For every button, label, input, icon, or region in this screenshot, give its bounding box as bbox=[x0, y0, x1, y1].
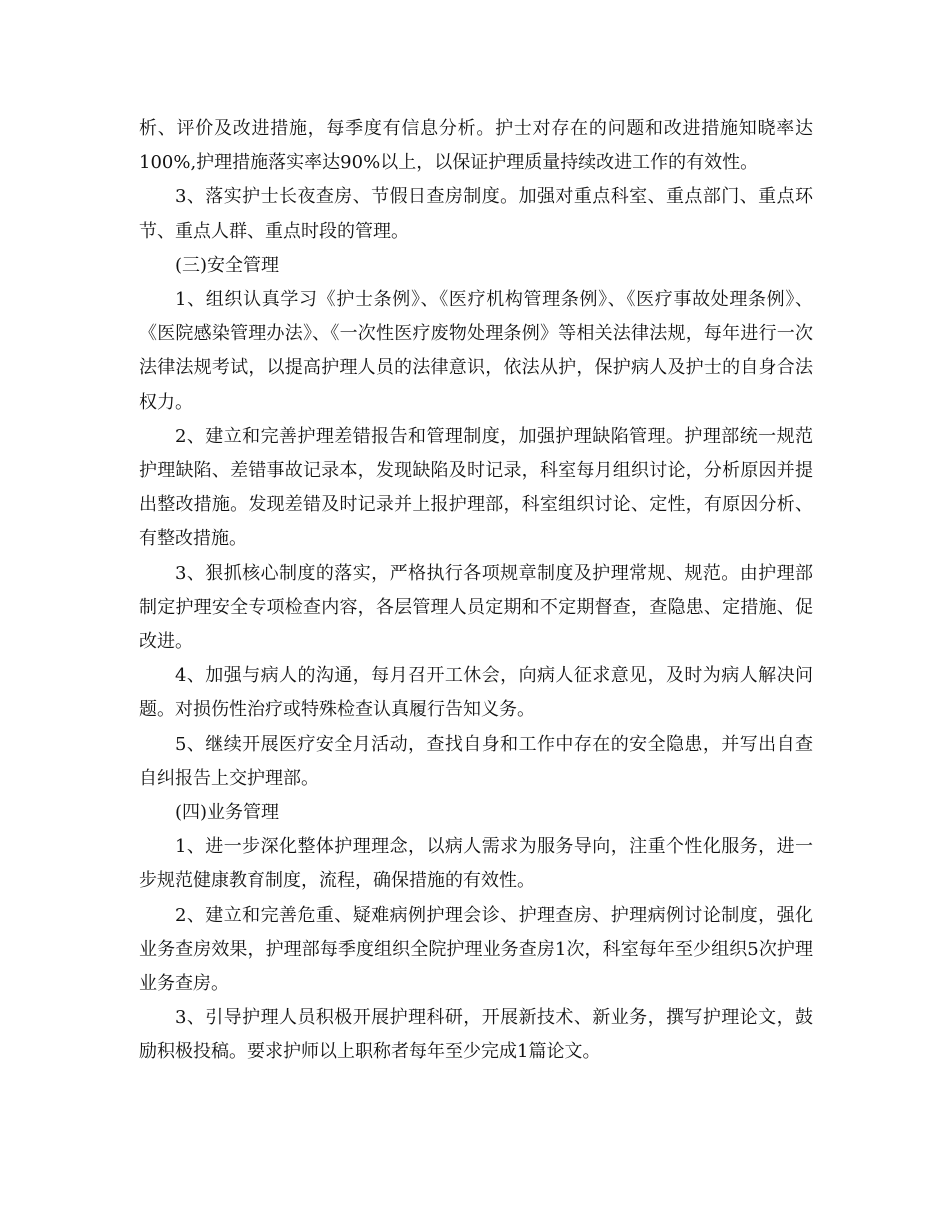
section-heading-safety: (三)安全管理 bbox=[175, 254, 280, 276]
paragraph-safety-4: 4、加强与病人的沟通，每月召开工休会，向病人征求意见，及时为病人解决问题。对损伤性治疗或特殊检查认真履行告知义务。 bbox=[139, 665, 813, 721]
paragraph-safety-3: 3、狠抓核心制度的落实，严格执行各项规章制度及护理常规、规范。由护理部制定护理安全专项检查内容，各层管理人员定期和不定期督查，查隐患、定措施、促改进。 bbox=[139, 562, 813, 653]
section-heading-business: (四)业务管理 bbox=[175, 802, 280, 824]
paragraph-continuation: 析、评价及改进措施，每季度有信息分析。护士对存在的问题和改进措施知晓率达100%,护理措施落实率达90%以上，以保证护理质量持续改进工作的有效性。 bbox=[139, 118, 813, 174]
paragraph-safety-1: 1、组织认真学习《护士条例》、《医疗机构管理条例》、《医疗事故处理条例》、《医院感染管理办法》、《一次性医疗废物处理条例》等相关法律法规，每年进行一次法律法规考试，以提高护理人员的法律意识，依法从护，保护病人及护士的自身合法权力。 bbox=[139, 289, 813, 413]
paragraph-night-rounds: 3、落实护士长夜查房、节假日查房制度。加强对重点科室、重点部门、重点环节、重点人群、重点时段的管理。 bbox=[139, 186, 813, 242]
paragraph-business-2: 2、建立和完善危重、疑难病例护理会诊、护理查房、护理病例讨论制度，强化业务查房效果，护理部每季度组织全院护理业务查房1次，科室每年至少组织5次护理业务查房。 bbox=[139, 904, 813, 995]
paragraph-safety-5: 5、继续开展医疗安全月活动，查找自身和工作中存在的安全隐患，并写出自查自纠报告上交护理部。 bbox=[139, 733, 813, 789]
paragraph-business-3: 3、引导护理人员积极开展护理科研，开展新技术、新业务，撰写护理论文，鼓励积极投稿。要求护师以上职称者每年至少完成1篇论文。 bbox=[139, 1007, 813, 1063]
paragraph-safety-2: 2、建立和完善护理差错报告和管理制度，加强护理缺陷管理。护理部统一规范护理缺陷、差错事故记录本，发现缺陷及时记录，科室每月组织讨论，分析原因并提出整改措施。发现差错及时记录并上报护理部，科室组织讨论、定性，有原因分析、有整改措施。 bbox=[139, 425, 813, 550]
paragraph-business-1: 1、进一步深化整体护理理念，以病人需求为服务导向，注重个性化服务，进一步规范健康教育制度，流程，确保措施的有效性。 bbox=[139, 836, 813, 892]
document-body bbox=[139, 112, 813, 1070]
